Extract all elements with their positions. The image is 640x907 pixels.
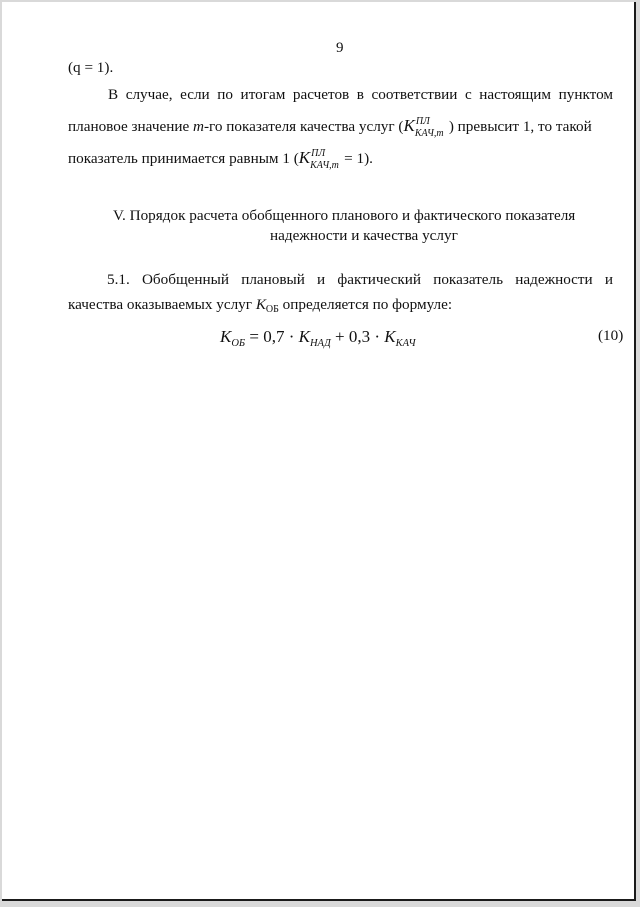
paragraph-line: В случае, если по итогам расчетов в соответствии с настоящим пунктом (108, 86, 613, 103)
paragraph-line: плановое значение m-го показателя качества услуг (K ПЛ КАЧ,m ) превысит 1, то такой (68, 115, 592, 139)
equation-number: (10) (598, 327, 624, 344)
math-indices: ПЛ КАЧ,m (310, 147, 339, 171)
math-symbol-k: K (298, 148, 311, 167)
math-symbol-k: K (403, 116, 415, 135)
paragraph-line: показатель принимается равным 1 (K ПЛ КАЧ,m = 1). (68, 147, 373, 171)
document-page (2, 2, 636, 901)
paragraph-line: качества оказываемых услуг КОБ определяется по формуле: (68, 296, 453, 315)
section-heading-line1: V. Порядок расчета обобщенного планового и фактического показателя (113, 207, 576, 224)
formula-tail-q: (q = 1). (68, 59, 114, 76)
formula-10: $K_{ОБ} = 0,7 \cdot K_{НАД} + 0,3 \cdot K_{КАЧ}$ (220, 327, 416, 349)
paragraph-line: 5.1. Обобщенный плановый и фактический показатель надежности и (107, 271, 613, 288)
page-number: 9 (336, 40, 344, 56)
section-heading-line2: надежности и качества услуг (270, 227, 458, 244)
math-indices: ПЛ КАЧ,m (414, 115, 444, 139)
